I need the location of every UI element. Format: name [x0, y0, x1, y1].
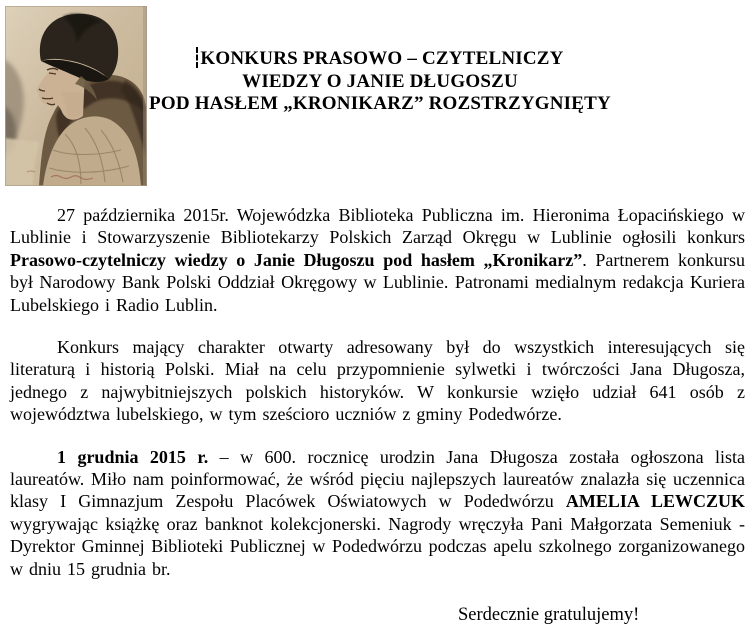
paragraphs-container	[10, 204, 745, 580]
paragraph-text-run: wygrywając książkę oraz banknot kolekcjonerski. Nagrody wręczyła Pani Małgorzata Semeniuk - Dyrektor Gminnej Biblioteki Publicznej w Podedwórzu podczas apelu szkolnego zorganizowanego w dniu 15 grudnia br.	[10, 513, 745, 579]
text-cursor-caret[interactable]	[196, 47, 198, 68]
title-line-1-text: KONKURS PRASOWO – CZYTELNICZY	[200, 48, 564, 69]
paragraph-bold-run: AMELIA LEWCZUK	[565, 491, 746, 512]
paragraph-text-run: . Partnerem konkursu był Narodowy Bank Polski Oddział Okręgowy w Lublinie. Patronami medialnym redakcja Kuriera Lubelskiego i Radio Lublin.	[10, 249, 745, 315]
title-line-3: POD HASŁEM „KRONIKARZ” ROZSTRZYGNIĘTY	[149, 93, 611, 114]
paragraph-text-run: – w 600. rocznicę urodzin Jana Długosza została ogłoszona lista laureatów. Miło nam poinformować, że wśród pięciu najlepszych laureatów znalazła się uczennica klasy I Gimnazjum Zespołu Placówek Oświatowych w Podedwórzu	[10, 446, 746, 512]
paragraph-bold-run: Prasowo-czytelniczy wiedzy o Janie Długoszu pod hasłem „Kronikarz”	[10, 249, 583, 270]
paragraph	[10, 336, 745, 426]
paragraph-bold-run: 1 grudnia 2015 r.	[57, 446, 209, 467]
document-title	[10, 47, 750, 116]
closing-line: Serdecznie gratulujemy!	[458, 605, 640, 625]
paragraph-text-run: 27 października 2015r. Wojewódzka Biblioteka Publiczna im. Hieronima Łopacińskiego w Lublinie i Stowarzyszenie Bibliotekarzy Polskich Zarząd Okręgu w Lublinie ogłosili konkurs	[10, 205, 745, 248]
title-line-2: WIEDZY O JANIE DŁUGOSZU	[242, 70, 518, 92]
paragraph	[10, 446, 745, 580]
document-body	[10, 204, 745, 600]
paragraph	[10, 204, 745, 316]
title-line-1	[10, 47, 750, 71]
paragraph-text-run: Konkurs mający charakter otwarty adresowany był do wszystkich interesujących się literaturą i historią Polski. Miał na celu przypomnienie sylwetki i twórczości Jana Długosza, jednego z najwybitniejszych polskich historyków. W konkursie wzięło udział 641 osób z województwa lubelskiego, w tym sześcioro uczniów z gminy Podedwórze.	[10, 337, 745, 425]
